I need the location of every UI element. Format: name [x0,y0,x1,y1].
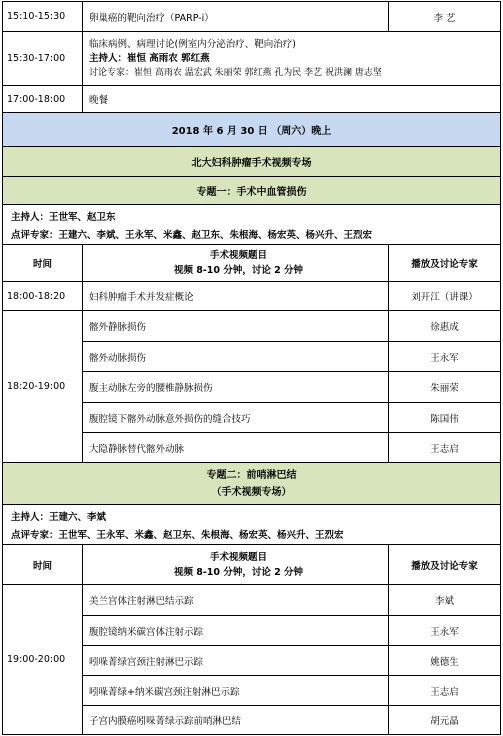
topic2-block [2,585,501,735]
date-header-row [2,113,501,147]
speaker-cell: 王永军 [430,626,459,638]
topic-cell: 吲哚菁绿宫颈注射淋巴示踪 [83,646,389,675]
time-cell: 17:00-18:00 [3,86,83,112]
time-cell: 18:20-19:00 [3,311,83,462]
topic2-title-row [2,463,501,505]
topic-cell: 晚餐 [89,95,109,106]
speaker-cell: 李 艺 [433,12,456,24]
speaker-cell: 姚德生 [430,656,459,668]
topic1-header-row [2,245,501,282]
table-row [83,585,500,616]
topic2-title-block [3,463,500,504]
table-row [2,1,501,32]
speaker-cell: 胡元晶 [430,716,459,727]
topic2-subtitle: （手术视频专场） [211,486,292,498]
table-row [83,616,500,646]
header-time: 时间 [3,245,83,281]
discussion-host: 主持人：崔恒 高雨农 郭红燕 [89,52,210,64]
topic-cell: 子宫内膜癌吲哚菁绿示踪前哨淋巴结 [83,706,389,734]
header-topic-line2: 视频 8-10 分钟，讨论 2 分钟 [173,566,304,578]
header-speaker: 播放及讨论专家 [411,259,478,270]
topic-cell: 腹主动脉左旁的腰椎静脉损伤 [83,372,389,402]
time-cell: 15:30-17:00 [3,32,83,85]
topic1-block [2,311,501,463]
header-topic [83,545,389,584]
topic-cell: 腹腔镜下髂外动脉意外损伤的缝合技巧 [83,403,389,432]
speaker-cell: 王志启 [430,443,459,455]
table-row [2,86,501,113]
topic2-experts: 点评专家：王世军、王永军、米鑫、赵卫东、朱根海、杨宏英、杨兴升、王烈宏 [11,530,344,541]
schedule-table [2,1,501,735]
topic1-host-row [2,205,501,245]
topic2-header-row [2,545,501,585]
table-row [83,706,500,734]
header-topic [83,245,389,281]
speaker-cell: 朱丽荣 [430,383,459,394]
table-row [2,282,501,311]
topic-cell: 腹腔镜纳米碳宫体注射示踪 [83,616,389,645]
section-title-row [2,147,501,177]
discussion-title: 临床病例、病理讨论(例室内分泌治疗、靶向治疗) [89,38,296,50]
speaker-cell: 徐惠成 [430,322,459,333]
table-row [2,32,501,86]
topic-cell: 髂外动脉损伤 [83,342,389,371]
time-cell: 15:10-15:30 [3,2,83,31]
topic-cell: 髂外静脉损伤 [83,311,389,341]
header-topic-line1: 手术视频题目 [209,250,267,261]
topic2-title: 专题二：前哨淋巴结 [206,469,297,481]
time-cell: 18:00-18:20 [3,282,83,310]
section-title: 北大妇科肿瘤手术视频专场 [191,158,312,169]
table-row [83,342,500,372]
speaker-cell: 刘开江（讲课） [411,292,478,303]
header-time: 时间 [3,545,83,584]
date-header: 2018 年 6 月 30 日 （周六）晚上 [171,126,332,137]
topic1-experts: 点评专家：王建六、李斌、王永军、米鑫、赵卫东、朱根海、杨宏英、杨兴升、王烈宏 [11,230,373,241]
header-topic-line1: 手术视频题目 [209,551,267,563]
header-speaker: 播放及讨论专家 [411,560,478,572]
table-row [83,311,500,342]
topic2-host-row [2,505,501,545]
time-cell: 19:00-20:00 [3,585,83,734]
topic-cell: 美兰宫体注射淋巴结示踪 [83,585,389,615]
table-row [83,676,500,706]
topic-cell: 妇科肿瘤手术并发症概论 [83,282,389,310]
table-row [83,372,500,403]
speaker-cell: 王永军 [430,352,459,364]
topic2-host: 主持人：王建六、李斌 [11,512,107,523]
speaker-cell: 王志启 [430,686,459,698]
table-row [83,433,500,462]
topic1-title-row [2,177,501,205]
topic1-title: 专题一：手术中血管损伤 [196,187,307,198]
topic-cell: 大隐静脉替代髂外动脉 [83,433,389,462]
topic-cell: 吲哚菁绿+纳米碳宫颈注射淋巴示踪 [83,676,389,705]
topic-cell: 卵巢癌的靶向治疗（PARP-i） [83,2,389,31]
speaker-cell: 陈国伟 [430,413,459,425]
discussion-cell [83,32,500,85]
speaker-cell: 李斌 [434,596,454,607]
table-row [83,403,500,433]
table-row [83,646,500,676]
topic1-host: 主持人：王世军、赵卫东 [11,212,116,223]
header-topic-line2: 视频 8-10 分钟，讨论 2 分钟 [173,265,304,276]
discussion-experts: 讨论专家：崔恒 高雨农 温宏武 朱丽荣 郭红燕 孔为民 李艺 祝洪澜 唐志坚 [89,67,382,78]
